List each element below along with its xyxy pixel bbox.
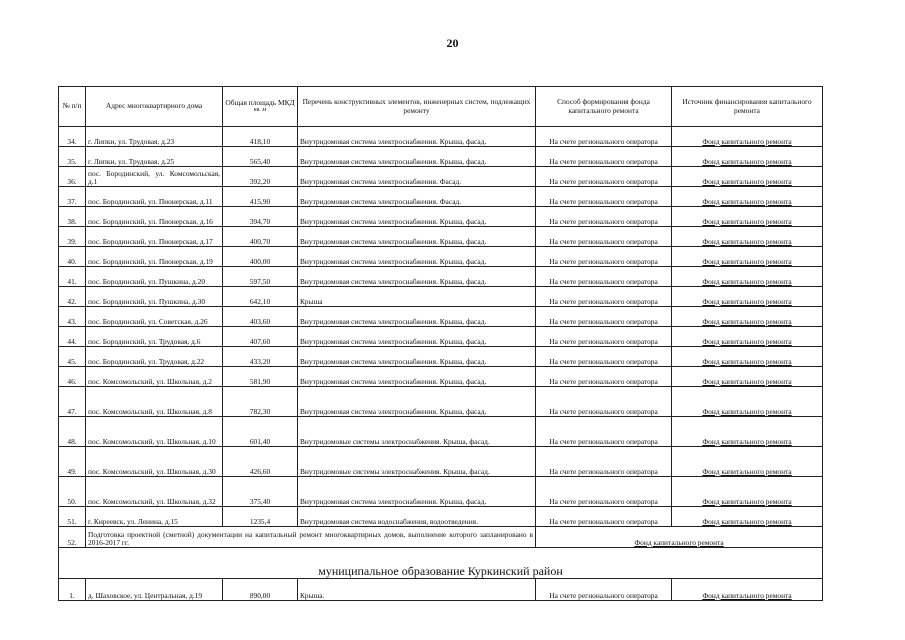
row-elements-text: Внутридомовая система электроснабжения. Крыша, фасад. xyxy=(300,276,487,286)
row-address-text: пос. Комсомольский, ул. Школьная, д.10 xyxy=(88,436,216,446)
capital-repair-table xyxy=(58,86,823,601)
row-method-text: На счете регионального оператора xyxy=(549,176,658,186)
row-source xyxy=(672,227,823,247)
row-num xyxy=(59,327,86,347)
row-num-text: 38. xyxy=(67,216,77,226)
row-area-text: 642,10 xyxy=(249,296,271,306)
row-num-text: 36. xyxy=(67,176,77,186)
row-num-text: 51. xyxy=(67,516,77,526)
row-num xyxy=(59,227,86,247)
row-method-text: На счете регионального оператора xyxy=(549,216,658,226)
table-row xyxy=(59,447,823,477)
table-row xyxy=(59,507,823,527)
row-method-text: На счете регионального оператора xyxy=(549,236,658,246)
row-method xyxy=(536,127,672,147)
row-num xyxy=(59,477,86,507)
row-address-text: пос. Бородинский, ул. Пушкина, д.20 xyxy=(88,276,206,286)
row-area-text: 407,60 xyxy=(249,336,271,346)
row-area xyxy=(223,287,298,307)
row-method-text: На счете регионального оператора xyxy=(549,436,658,446)
row-address xyxy=(86,307,223,327)
row-elements xyxy=(298,477,536,507)
row-address xyxy=(86,287,223,307)
table-row xyxy=(59,247,823,267)
row-method-text: На счете регионального оператора xyxy=(549,156,658,166)
row-address-text: пос. Бородинский, ул. Трудовая, д.22 xyxy=(88,356,205,366)
row-area xyxy=(223,147,298,167)
table-row xyxy=(59,267,823,287)
row-address-text: пос. Комсомольский, ул. Школьная, д.32 xyxy=(88,496,216,506)
note-source-label: Фонд капитального ремонта xyxy=(634,537,724,547)
header-num: № п/п xyxy=(59,87,86,127)
row-address xyxy=(86,347,223,367)
row-area xyxy=(223,367,298,387)
row-num-text: 37. xyxy=(67,196,77,206)
row-method xyxy=(536,267,672,287)
row-num-text: 48. xyxy=(67,436,77,446)
table-row xyxy=(59,227,823,247)
row-method xyxy=(536,287,672,307)
row-method xyxy=(536,447,672,477)
row-source xyxy=(672,207,823,227)
row-method xyxy=(536,227,672,247)
row-source-text: Фонд капитального ремонта xyxy=(702,466,792,476)
row-elements-text: Внутридомовая система электроснабжения. Крыша, фасад. xyxy=(300,156,487,166)
row-address xyxy=(86,167,223,187)
row-area-text: 1235,4 xyxy=(249,516,271,526)
row-source xyxy=(672,507,823,527)
row-elements xyxy=(298,347,536,367)
row-method-text: На счете регионального оператора xyxy=(549,276,658,286)
row-address-text: пос. Комсомольский, ул. Школьная, д.2 xyxy=(88,376,212,386)
table-header-row xyxy=(59,87,823,127)
table-row xyxy=(59,187,823,207)
row-source-text: Фонд капитального ремонта xyxy=(702,336,792,346)
row-area-text: 394,70 xyxy=(249,216,271,226)
row-area xyxy=(223,207,298,227)
row-num xyxy=(59,367,86,387)
row-address-text: г. Киреевск, ул. Ленина, д.15 xyxy=(88,516,178,526)
row-elements xyxy=(298,367,536,387)
row-area-text: 433,20 xyxy=(249,356,271,366)
row-elements xyxy=(298,579,536,601)
row-area-text: 597,50 xyxy=(249,276,271,286)
row-area xyxy=(223,477,298,507)
row-num xyxy=(59,147,86,167)
row-address-text: г. Липки, ул. Трудовая, д.25 xyxy=(88,156,175,166)
row-source xyxy=(672,287,823,307)
row-num xyxy=(59,127,86,147)
row-method-text: На счете регионального оператора xyxy=(549,356,658,366)
row-elements xyxy=(298,387,536,417)
row-source xyxy=(672,447,823,477)
row-elements-text: Внутридомовая система электроснабжения. Крыша, фасад. xyxy=(300,216,487,226)
row-elements xyxy=(298,187,536,207)
row-num xyxy=(59,287,86,307)
row-elements-text: Внутридомовая система электроснабжения. Крыша, фасад. xyxy=(300,336,487,346)
row-num-text: 1. xyxy=(69,590,75,600)
table-row xyxy=(59,347,823,367)
table-row xyxy=(59,327,823,347)
row-elements-text: Внутридомовая система электроснабжения. Фасад. xyxy=(300,176,462,186)
row-method xyxy=(536,417,672,447)
row-source xyxy=(672,347,823,367)
table-row xyxy=(59,167,823,187)
row-address xyxy=(86,447,223,477)
row-elements-text: Внутридомовые системы электроснабжения. Крыша, фасад. xyxy=(300,466,490,476)
row-area-text: 403,60 xyxy=(249,316,271,326)
row-num-text: 44. xyxy=(67,336,77,346)
row-method-text: На счете регионального оператора xyxy=(549,376,658,386)
row-source-text: Фонд капитального ремонта xyxy=(702,236,792,246)
row-elements-text: Внутридомовая система электроснабжения. Крыша, фасад. xyxy=(300,356,487,366)
table-row xyxy=(59,127,823,147)
row-method xyxy=(536,167,672,187)
note-num: 52. xyxy=(59,527,86,548)
row-method xyxy=(536,147,672,167)
row-source-text: Фонд капитального ремонта xyxy=(702,516,792,526)
row-method-text: На счете регионального оператора xyxy=(549,256,658,266)
row-area xyxy=(223,327,298,347)
note-text: Подготовка проектной (сметной) документации на капитальный ремонт многоквартирных домов, выполнение которого запланировано в 2016-2017 гг. xyxy=(86,527,536,548)
header-source: Источник финансирования капитального ремонта xyxy=(672,87,823,127)
row-elements xyxy=(298,147,536,167)
row-address-text: пос. Бородинский, ул. Пионерская, д.16 xyxy=(88,216,213,226)
row-num xyxy=(59,507,86,527)
row-elements-text: Внутридомовая система электроснабжения. Крыша, фасад. xyxy=(300,236,487,246)
row-address xyxy=(86,147,223,167)
header-address: Адрес многоквартирного дома xyxy=(86,87,223,127)
row-num xyxy=(59,579,86,601)
row-elements-text: Внутридомовая система электроснабжения. Крыша, фасад. xyxy=(300,136,487,146)
row-area xyxy=(223,417,298,447)
note-source xyxy=(536,527,823,548)
row-method xyxy=(536,579,672,601)
row-address xyxy=(86,507,223,527)
row-method xyxy=(536,247,672,267)
row-source xyxy=(672,267,823,287)
row-source-text: Фонд капитального ремонта xyxy=(702,590,792,600)
table-row xyxy=(59,367,823,387)
row-address-text: пос. Бородинский, ул. Трудовая, д.6 xyxy=(88,336,201,346)
row-address xyxy=(86,267,223,287)
row-area-text: 418,10 xyxy=(249,136,271,146)
row-elements xyxy=(298,327,536,347)
row-method-text: На счете регионального оператора xyxy=(549,590,658,600)
row-method-text: На счете регионального оператора xyxy=(549,406,658,416)
header-elements: Перечень конструктивных элементов, инженерных систем, подлежащих ремонту xyxy=(298,87,536,127)
row-method xyxy=(536,507,672,527)
row-elements-text: Внутридомовая система электроснабжения. Крыша, фасад. xyxy=(300,496,487,506)
row-elements xyxy=(298,207,536,227)
table-row xyxy=(59,417,823,447)
row-source xyxy=(672,307,823,327)
row-address xyxy=(86,367,223,387)
row-area xyxy=(223,387,298,417)
row-elements xyxy=(298,267,536,287)
row-num-text: 43. xyxy=(67,316,77,326)
row-source-text: Фонд капитального ремонта xyxy=(702,176,792,186)
header-area-units: кв. м xyxy=(253,107,267,114)
row-method xyxy=(536,307,672,327)
row-elements xyxy=(298,307,536,327)
row-source-text: Фонд капитального ремонта xyxy=(702,356,792,366)
row-address xyxy=(86,187,223,207)
row-num-text: 42. xyxy=(67,296,77,306)
row-num xyxy=(59,207,86,227)
row-area-text: 426,60 xyxy=(249,466,271,476)
row-elements-text: Крыша xyxy=(300,296,323,306)
row-address xyxy=(86,417,223,447)
section-title: муниципальное образование Куркинский район xyxy=(59,548,823,579)
row-address-text: г. Липки, ул. Трудовая, д.23 xyxy=(88,136,175,146)
header-method: Способ формирования фонда капитального ремонта xyxy=(536,87,672,127)
row-area xyxy=(223,267,298,287)
row-num-text: 40. xyxy=(67,256,77,266)
row-area xyxy=(223,307,298,327)
row-num-text: 50. xyxy=(67,496,77,506)
table-row xyxy=(59,147,823,167)
row-address xyxy=(86,207,223,227)
row-num xyxy=(59,267,86,287)
row-area-text: 782,30 xyxy=(249,406,271,416)
row-address-text: пос. Комсомольский, ул. Школьная, д.30 xyxy=(88,466,216,476)
row-source-text: Фонд капитального ремонта xyxy=(702,316,792,326)
row-num-text: 41. xyxy=(67,276,77,286)
row-elements xyxy=(298,287,536,307)
row-source-text: Фонд капитального ремонта xyxy=(702,496,792,506)
row-num xyxy=(59,417,86,447)
row-area xyxy=(223,167,298,187)
section-body xyxy=(59,579,823,601)
row-source-text: Фонд капитального ремонта xyxy=(702,196,792,206)
row-num-text: 34. xyxy=(67,136,77,146)
row-area xyxy=(223,127,298,147)
row-address-text: пос. Бородинский, ул. Пионерская, д.11 xyxy=(88,196,213,206)
row-area-text: 400,00 xyxy=(249,256,271,266)
table-row xyxy=(59,287,823,307)
row-source xyxy=(672,367,823,387)
row-elements-text: Внутридомовые системы электроснабжения. Крыша, фасад. xyxy=(300,436,490,446)
row-source-text: Фонд капитального ремонта xyxy=(702,406,792,416)
table-row-note xyxy=(59,527,823,548)
row-num xyxy=(59,387,86,417)
row-area xyxy=(223,507,298,527)
row-method-text: На счете регионального оператора xyxy=(549,196,658,206)
row-method xyxy=(536,367,672,387)
row-address-text: пос. Бородинский, ул. Пушкина, д.30 xyxy=(88,296,206,306)
row-source xyxy=(672,247,823,267)
row-source-text: Фонд капитального ремонта xyxy=(702,156,792,166)
row-area-text: 415,90 xyxy=(249,196,271,206)
row-address-text: пос. Бородинский, ул. Пионерская, д.17 xyxy=(88,236,213,246)
row-area-text: 392,20 xyxy=(249,176,271,186)
row-num xyxy=(59,187,86,207)
row-elements xyxy=(298,447,536,477)
row-method-text: На счете регионального оператора xyxy=(549,336,658,346)
row-address xyxy=(86,579,223,601)
row-source xyxy=(672,147,823,167)
row-source xyxy=(672,187,823,207)
row-address-text: пос. Бородинский, ул. Советская, д.26 xyxy=(88,316,208,326)
row-elements-text: Крыша. xyxy=(300,590,325,600)
header-area xyxy=(223,87,298,127)
table-row xyxy=(59,477,823,507)
row-num xyxy=(59,347,86,367)
table-row xyxy=(59,579,823,601)
row-address xyxy=(86,477,223,507)
row-method xyxy=(536,387,672,417)
row-area xyxy=(223,187,298,207)
row-area xyxy=(223,227,298,247)
row-area-text: 890,00 xyxy=(249,590,271,600)
table-row xyxy=(59,387,823,417)
row-num-text: 45. xyxy=(67,356,77,366)
row-method-text: На счете регионального оператора xyxy=(549,136,658,146)
row-elements xyxy=(298,167,536,187)
row-source-text: Фонд капитального ремонта xyxy=(702,136,792,146)
row-area xyxy=(223,447,298,477)
row-elements xyxy=(298,417,536,447)
row-num-text: 49. xyxy=(67,466,77,476)
row-source xyxy=(672,477,823,507)
section-row xyxy=(59,548,823,579)
row-elements xyxy=(298,247,536,267)
row-area-text: 565,40 xyxy=(249,156,271,166)
row-address-text: пос. Бородинский, ул. Комсомольская, д.1 xyxy=(88,168,220,186)
row-address xyxy=(86,127,223,147)
row-elements-text: Внутридомовая система электроснабжения. Крыша, фасад. xyxy=(300,256,487,266)
row-address-text: д. Шаховское, ул. Центральная, д.19 xyxy=(88,590,203,600)
row-method xyxy=(536,347,672,367)
table-row xyxy=(59,307,823,327)
row-elements-text: Внутридомовая система электроснабжения. Фасад. xyxy=(300,196,462,206)
row-source xyxy=(672,387,823,417)
row-num-text: 47. xyxy=(67,406,77,416)
row-address-text: пос. Комсомольский, ул. Школьная, д.8 xyxy=(88,406,212,416)
row-method-text: На счете регионального оператора xyxy=(549,496,658,506)
row-num-text: 46. xyxy=(67,376,77,386)
row-num xyxy=(59,307,86,327)
row-elements-text: Внутридомовая система электроснабжения. Крыша, фасад. xyxy=(300,406,487,416)
row-source-text: Фонд капитального ремонта xyxy=(702,276,792,286)
row-area-text: 601,40 xyxy=(249,436,271,446)
row-method xyxy=(536,207,672,227)
row-elements-text: Внутридомовая система водоснабжения, водоотведения. xyxy=(300,516,478,526)
row-method xyxy=(536,477,672,507)
row-source-text: Фонд капитального ремонта xyxy=(702,256,792,266)
row-elements-text: Внутридомовая система электроснабжения. Крыша, фасад. xyxy=(300,316,487,326)
row-source xyxy=(672,579,823,601)
row-address-text: пос. Бородинский, ул. Пионерская, д.19 xyxy=(88,256,213,266)
row-source-text: Фонд капитального ремонта xyxy=(702,296,792,306)
row-num xyxy=(59,247,86,267)
row-address xyxy=(86,387,223,417)
row-method-text: На счете регионального оператора xyxy=(549,516,658,526)
row-address xyxy=(86,247,223,267)
row-source xyxy=(672,417,823,447)
row-area xyxy=(223,347,298,367)
table-row xyxy=(59,207,823,227)
row-num xyxy=(59,447,86,477)
row-method xyxy=(536,327,672,347)
row-method-text: На счете регионального оператора xyxy=(549,316,658,326)
row-elements xyxy=(298,227,536,247)
row-num-text: 39. xyxy=(67,236,77,246)
row-address xyxy=(86,327,223,347)
row-area-text: 581,90 xyxy=(249,376,271,386)
row-method-text: На счете регионального оператора xyxy=(549,466,658,476)
table-body xyxy=(59,127,823,527)
row-address xyxy=(86,227,223,247)
header-area-label: Общая площадь МКД xyxy=(225,98,295,108)
row-source xyxy=(672,327,823,347)
row-area-text: 400,70 xyxy=(249,236,271,246)
row-num-text: 35. xyxy=(67,156,77,166)
row-elements xyxy=(298,127,536,147)
note-body xyxy=(59,527,823,579)
row-area xyxy=(223,247,298,267)
row-num xyxy=(59,167,86,187)
row-source-text: Фонд капитального ремонта xyxy=(702,436,792,446)
row-source-text: Фонд капитального ремонта xyxy=(702,376,792,386)
row-source xyxy=(672,167,823,187)
row-source-text: Фонд капитального ремонта xyxy=(702,216,792,226)
row-method-text: На счете регионального оператора xyxy=(549,296,658,306)
row-method xyxy=(536,187,672,207)
row-elements-text: Внутридомовая система электроснабжения. Крыша, фасад. xyxy=(300,376,487,386)
row-area xyxy=(223,579,298,601)
row-area-text: 375,40 xyxy=(249,496,271,506)
page-number: 20 xyxy=(446,36,459,50)
row-source xyxy=(672,127,823,147)
row-elements xyxy=(298,507,536,527)
